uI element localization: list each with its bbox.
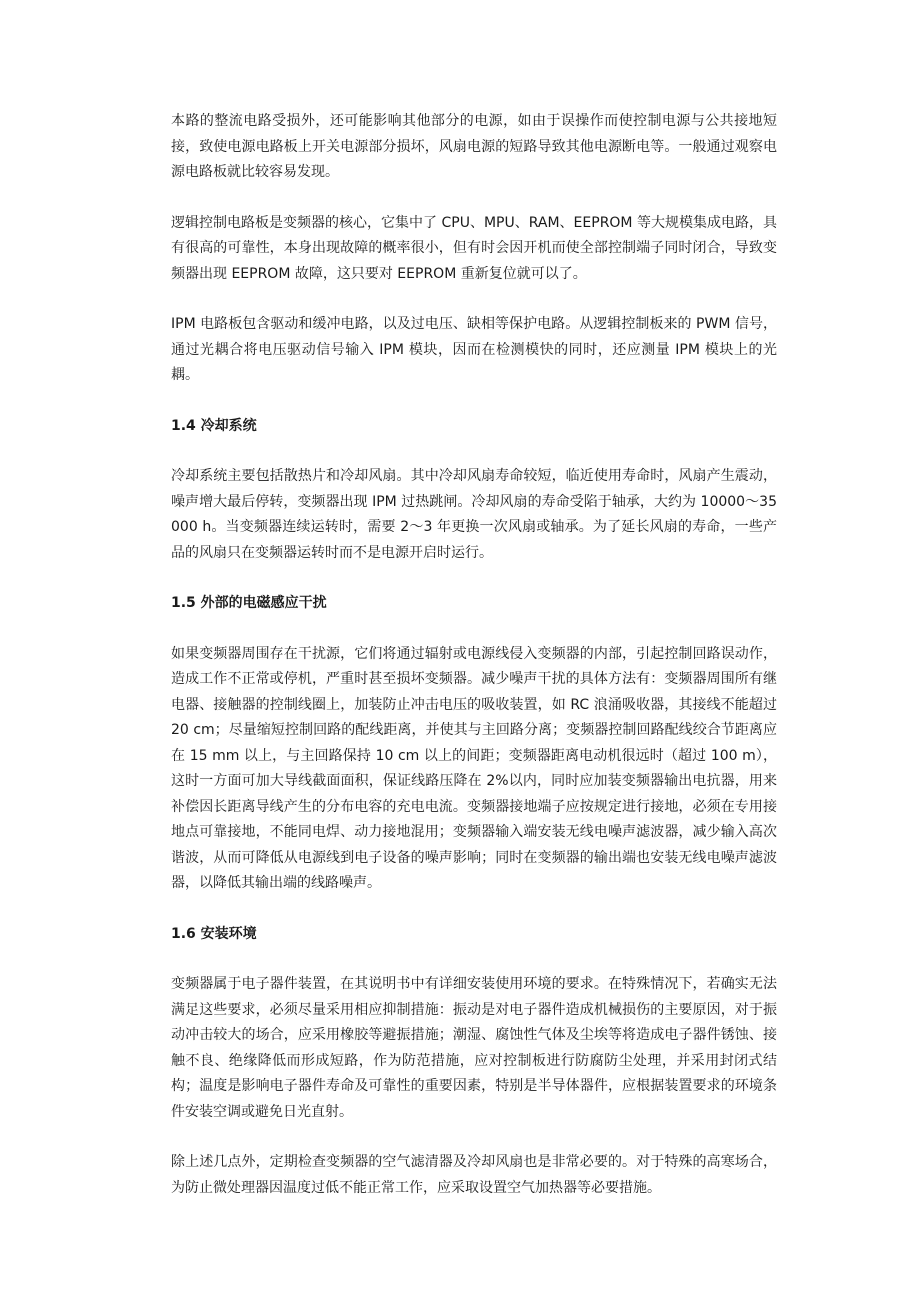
paragraph-closing: 除上述几点外，定期检查变频器的空气滤清器及冷却风扇也是非常必要的。对于特殊的高寒场合，为防止微处理器因温度过低不能正常工作，应采取设置空气加热器等必要措施。 (171, 1154, 777, 1196)
paragraph-power-board: 本路的整流电路受损外，还可能影响其他部分的电源，如由于误操作而使控制电源与公共接地短接，致使电源电路板上开关电源部分损坏，风扇电源的短路导致其他电源断电等。一般通过观察电源电路板就比较容易发现。 (171, 113, 777, 180)
section-body-cooling: 冷却系统主要包括散热片和冷却风扇。其中冷却风扇寿命较短，临近使用寿命时，风扇产生震动，噪声增大最后停转，变频器出现 IPM 过热跳闸。冷却风扇的寿命受陷于轴承，大约为 10000～35000 h。当变频器连续运转时，需要 2～3 年更换一次风扇或轴承。为了延长风扇的寿命，一些产品的风扇只在变频器运转时而不是电源开启时运行。 (171, 468, 777, 561)
section-body-environment: 变频器属于电子器件装置，在其说明书中有详细安装使用环境的要求。在特殊情况下，若确实无法满足这些要求，必须尽量采用相应抑制措施：振动是对电子器件造成机械损伤的主要原因，对于振动冲击较大的场合，应采用橡胶等避振措施；潮湿、腐蚀性气体及尘埃等将造成电子器件锈蚀、接触不良、绝缘降低而形成短路，作为防范措施，应对控制板进行防腐防尘处理，并采用封闭式结构；温度是影响电子器件寿命及可靠性的重要因素，特别是半导体器件，应根据装置要求的环境条件安装空调或避免日光直射。 (171, 976, 777, 1120)
section-heading-environment: 1.6 安装环境 (171, 925, 257, 942)
section-heading-emi: 1.5 外部的电磁感应干扰 (171, 595, 327, 611)
section-heading-cooling: 1.4 冷却系统 (171, 417, 257, 434)
section-body-emi: 如果变频器周围存在干扰源，它们将通过辐射或电源线侵入变频器的内部，引起控制回路误动作，造成工作不正常或停机，严重时甚至损坏变频器。减少噪声干扰的具体方法有：变频器周围所有继电器、接触器的控制线圈上，加装防止冲击电压的吸收装置，如 RC 浪涌吸收器，其接线不能超过 20 cm；尽量缩短控制回路的配线距离，并使其与主回路分离；变频器控制回路配线绞合节距离应在 15 mm 以上，与主回路保持 10 cm 以上的间距；变频器距离电动机很远时（超过 100 m），这时一方面可加大导线截面面积，保证线路压降在 2%以内，同时应加装变频器输出电抗器，用来补偿因长距离导线产生的分布电容的充电电流。变频器接地端子应按规定进行接地，必须在专用接地点可靠接地，不能同电焊、动力接地混用；变频器输入端安装无线电噪声滤波器，减少输入高次谐波，从而可降低从电源线到电子设备的噪声影响；同时在变频器的输出端也安装无线电噪声滤波器，以降低其输出端的线路噪声。 (171, 645, 777, 891)
paragraph-logic-board: 逻辑控制电路板是变频器的核心，它集中了 CPU、MPU、RAM、EEPROM 等大规模集成电路，具有很高的可靠性，本身出现故障的概率很小，但有时会因开机而使全部控制端子同时闭合，导致变频器出现 EEPROM 故障，这只要对 EEPROM 重新复位就可以了。 (171, 214, 777, 282)
watermark: · i x i n · c o m (340, 598, 889, 647)
paragraph-ipm-board: IPM 电路板包含驱动和缓冲电路，以及过电压、缺相等保护电路。从逻辑控制板来的 PWM 信号，通过光耦合将电压驱动信号输入 IPM 模块，因而在检测模快的同时，还应测量 IPM 模块上的光耦。 (171, 316, 777, 383)
document-page (171, 109, 889, 1201)
